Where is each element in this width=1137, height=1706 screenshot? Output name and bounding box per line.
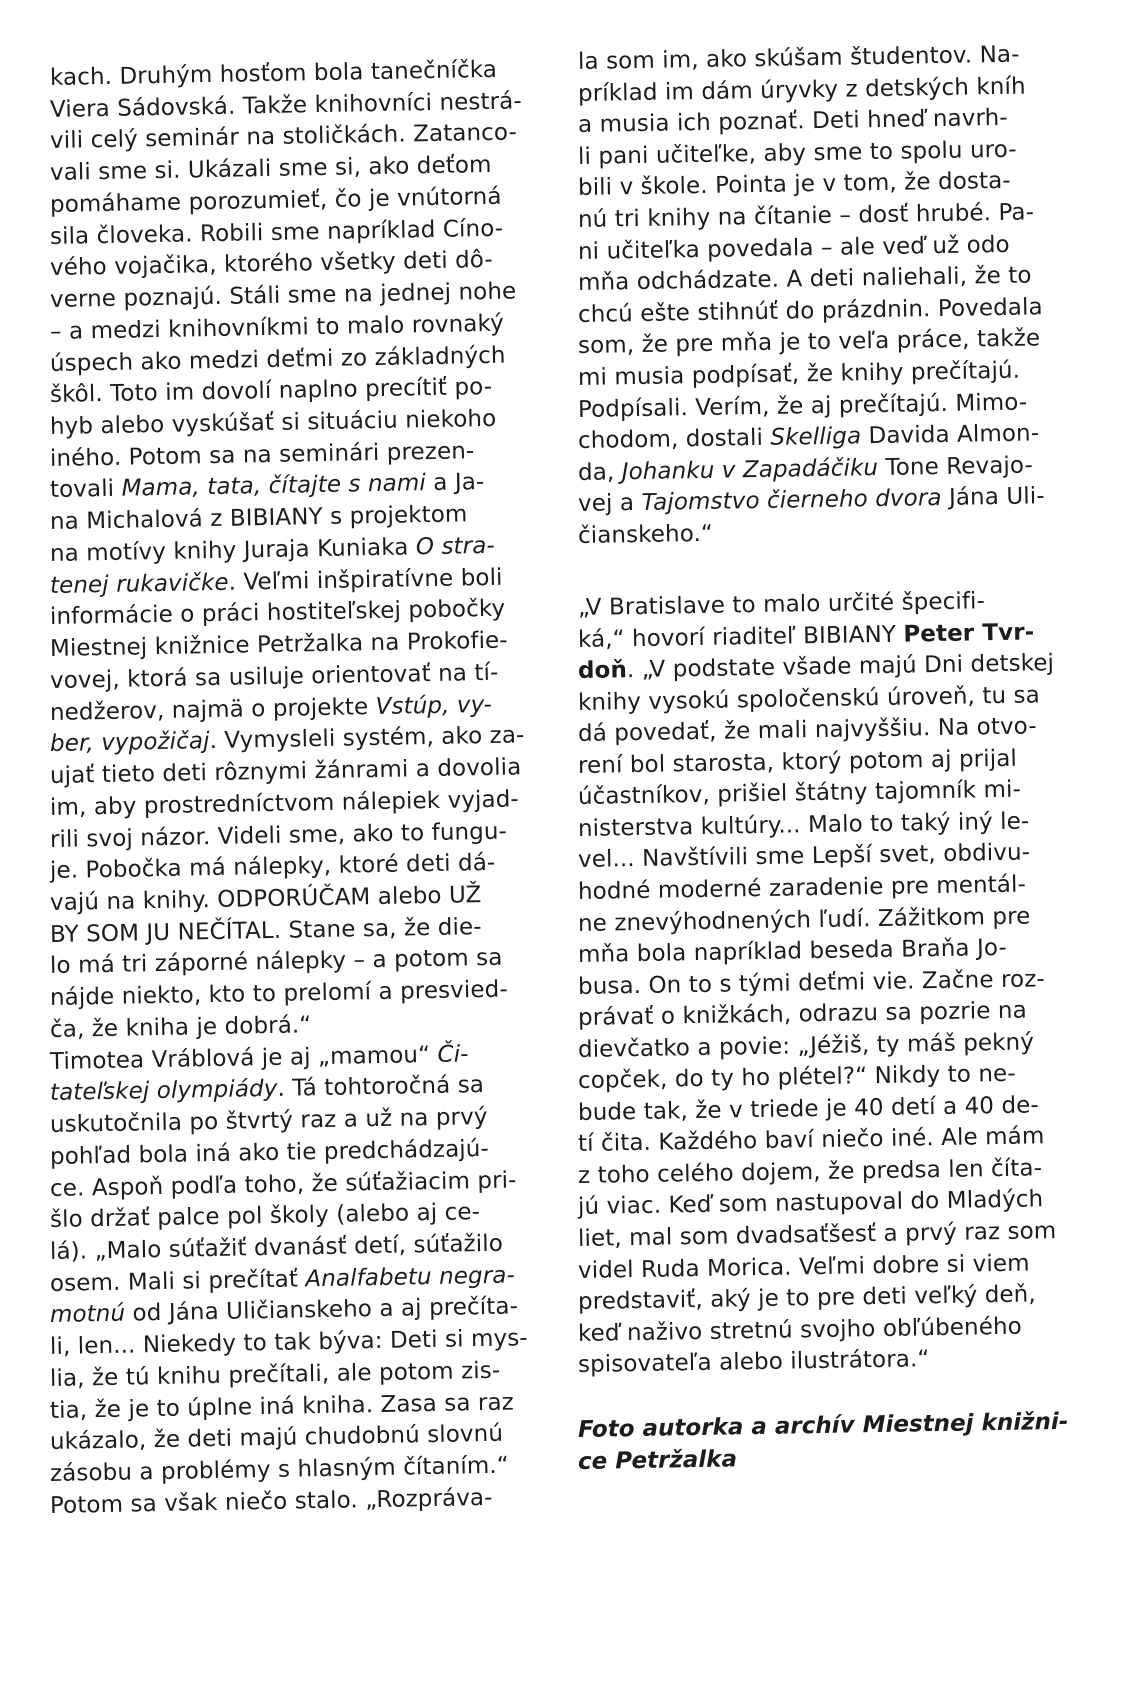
text-run: ká,“ hovorí riaditeľ BIBIANY <box>577 621 904 653</box>
body-text-line: ce. Aspoň podľa toho, že súťažiacim pri- <box>49 1167 517 1202</box>
body-text-line: BY SOM JU NEČÍTAL. Stane sa, že die- <box>49 914 482 948</box>
body-text-line: lo má tri záporné nálepky – a potom sa <box>49 944 503 979</box>
text-run: nedžerov, najmä o projekte <box>49 694 376 726</box>
body-text-line: tí čita. Každého baví niečo iné. Ale mám <box>577 1123 1045 1157</box>
body-text-line <box>578 482 1045 518</box>
body-text-line: predstaviť, aký je to pre deti veľký deň, <box>577 1281 1036 1315</box>
text-run: Timotea Vráblová je aj „mamou“ <box>49 1041 438 1075</box>
body-text-line: je. Pobočka má nálepky, ktoré deti dá- <box>49 849 496 884</box>
text-run: . Veľmi inšpiratívne boli <box>228 564 503 596</box>
body-text-line: dá povedať, že mali najvyššiu. Na otvo- <box>577 713 1037 747</box>
body-text-line: som, že pre mňa je to veľa práce, takže <box>577 325 1041 359</box>
body-text-line: knihy vysokú spoločenskú úroveň, tu sa <box>577 682 1041 716</box>
text-run: osem. Mali si prečítať <box>49 1266 306 1297</box>
body-text-line <box>50 564 503 600</box>
body-text-line <box>50 1292 519 1329</box>
italic-title: Analfabetu negra- <box>305 1262 516 1293</box>
body-text-line <box>50 721 525 758</box>
body-text-line: vili celý seminár na stoličkách. Zatanco- <box>49 119 518 154</box>
bold-name: doň <box>577 657 628 684</box>
body-text-line: nisterstva kultúry... Malo to taký iný le- <box>577 808 1030 842</box>
body-text-line: busa. On to s tými deťmi vie. Začne roz- <box>577 966 1046 1000</box>
body-text-line <box>50 532 495 568</box>
body-text-line: zásobu a problémy s hlasným čítaním.“ <box>49 1452 510 1487</box>
body-text-line: ni učiteľka povedala – ale veď už odo <box>577 231 1010 265</box>
body-text-line: nájde niekto, kto to prelomí a presvied- <box>49 976 508 1011</box>
text-run: Jána Uli- <box>941 483 1045 511</box>
body-text-line: hyb alebo vyskúšať si situáciu niekoho <box>49 405 497 440</box>
body-text-line: – a medzi knihovníkmi to malo rovnaký <box>49 310 505 345</box>
body-text-line: mňa bola napríklad beseda Braňa Jo- <box>577 934 1008 968</box>
body-text-line: ujať tieto deti rôznymi žánrami a dovolia <box>49 754 522 789</box>
italic-title: motnú <box>49 1300 126 1328</box>
body-text-line: lá). „Malo súťažiť dvanásť detí, súťažilo <box>49 1230 504 1265</box>
body-text-line: li, len... Niekedy to tak býva: Deti si mys- <box>49 1325 528 1360</box>
body-text-line: uskutočnila po štvrtý raz a už na prvý <box>49 1103 488 1138</box>
body-text-line: dievčatko a povie: „Jéžiš, ty máš pekný <box>577 1029 1035 1063</box>
body-text-line: sila človeka. Robili sme napríklad Cíno- <box>49 215 504 250</box>
body-text-line: bili v škole. Pointa je v tom, že dosta- <box>577 167 1011 201</box>
body-text-line: pohľad bola iná ako tie predchádzajú- <box>49 1135 490 1170</box>
body-text-line: li pani učiteľke, aby sme to spolu uro- <box>577 136 1017 170</box>
photo-credit-line: ce Petržalka <box>577 1446 738 1475</box>
body-text-line: mi musia podpísať, že knihy prečítajú. <box>577 357 1021 391</box>
body-text-line <box>578 419 1040 455</box>
body-text-line: rili svoj názor. Videli sme, ako to fungu- <box>49 818 508 853</box>
body-text-line: jú viac. Keď som nastupoval do Mladých <box>577 1186 1044 1220</box>
text-run: chodom, dostali <box>577 424 771 454</box>
body-text-line: pomáhame porozumieť, čo je vnútorná <box>49 183 502 218</box>
italic-title: Tajomstvo čierneho dvora <box>641 484 942 516</box>
body-text-line: Miestnej knižnice Petržalka na Prokofie- <box>49 627 508 662</box>
body-text-line: chcú ešte stihnúť do prázdnin. Povedala <box>577 294 1043 328</box>
italic-title: Johanku v Zapadáčiku <box>621 455 879 486</box>
body-text-line: Podpísali. Verím, že aj prečítajú. Mimo- <box>577 389 1028 423</box>
text-run: Davida Almon- <box>860 420 1040 450</box>
italic-title: tateľskej olympiády <box>49 1075 278 1106</box>
body-text-line: škôl. Toto im dovolí naplno precítiť po- <box>49 373 493 408</box>
text-run: . „V podstate všade majú Dni detskej <box>626 650 1055 684</box>
body-text-line <box>50 468 485 504</box>
body-text-line: verne poznajú. Stáli sme na jednej nohe <box>49 278 517 313</box>
text-run: . Vymysleli systém, ako za- <box>209 722 525 755</box>
body-text-line: videl Ruda Morica. Veľmi dobre si viem <box>577 1250 1030 1284</box>
text-run: vej a <box>577 489 642 517</box>
italic-title: Skelliga <box>770 423 862 451</box>
body-text-line <box>578 618 1035 654</box>
italic-title: Či- <box>437 1041 469 1068</box>
body-text-line: čianskeho.“ <box>577 520 714 549</box>
body-text-line: šlo držať palce pol školy (alebo aj ce- <box>49 1199 481 1233</box>
photo-credit-line: Foto autorka a archív Miestnej knižni- <box>577 1408 1069 1443</box>
body-text-line: príklad im dám úryvky z detských kníh <box>577 73 1026 107</box>
bold-name: Peter Tvr- <box>903 619 1035 648</box>
body-text-line: na Michalová z BIBIANY s projektom <box>49 501 468 535</box>
body-text-line: mňa odchádzate. A deti naliehali, že to <box>577 262 1032 296</box>
body-text-line: vel... Navštívili sme Lepší svet, obdivu- <box>577 839 1031 873</box>
body-text-line: úspech ako medzi deťmi zo základných <box>49 342 506 377</box>
text-run: tovali <box>49 475 122 503</box>
body-text-line: informácie o práci hostiteľskej pobočky <box>49 595 506 630</box>
text-run: na motívy knihy Juraja Kuniaka <box>49 534 417 567</box>
text-run: da, <box>577 459 622 486</box>
italic-title: O stra- <box>415 532 496 561</box>
text-run: . Tá tohtoročná sa <box>277 1072 485 1102</box>
body-text-line: právať o knižkách, odrazu sa pozrie na <box>577 997 1028 1031</box>
body-text-line: z toho celého dojem, že predsa len číta- <box>577 1155 1043 1189</box>
body-text-line: vajú na knihy. ODPORÚČAM alebo UŽ <box>49 882 482 916</box>
italic-title: Vstúp, vy- <box>375 691 493 721</box>
body-text-line: vého vojačika, ktorého všetky deti dô- <box>49 246 494 281</box>
body-text-line <box>50 1261 515 1298</box>
body-text-line: vovej, ktorá sa usiluje orientovať na tí- <box>49 659 499 694</box>
italic-title: Mama, tata, čítajte s nami <box>121 470 427 502</box>
body-text-line: keď naživo stretnú svojho obľúbeného <box>577 1313 1023 1347</box>
body-text-line <box>578 451 1033 487</box>
body-text-line <box>50 1040 469 1076</box>
body-text-line: copček, do ty ho plétel?“ Nikdy to ne- <box>577 1060 1016 1094</box>
body-text-line: im, aby prostredníctvom nálepiek vyjad- <box>49 786 520 821</box>
body-text-line: la som im, ako skúšam študentov. Na- <box>577 41 1020 75</box>
body-text-line: spisovateľa alebo ilustrátora.“ <box>577 1346 930 1378</box>
body-text-line: a musia ich poznať. Deti hneď navrh- <box>577 104 1008 138</box>
body-text-line: iného. Potom sa na seminári prezen- <box>49 438 475 472</box>
text-run: od Jána Uličianskeho a aj prečíta- <box>124 1293 519 1327</box>
body-text-line: „V Bratislave to malo určité špecifi- <box>577 588 986 621</box>
body-text-line: účastníkov, prišiel štátny tajomník mi- <box>577 776 1022 810</box>
body-text-line: rení bol starosta, ktorý potom aj prijal <box>577 745 1018 779</box>
body-text-line: ukázalo, že deti majú chudobnú slovnú <box>49 1420 504 1455</box>
body-text-line: kach. Druhým hosťom bola tanečníčka <box>49 56 498 91</box>
body-text-line: ne znevýhodnených ľudí. Zážitkom pre <box>577 903 1031 937</box>
body-text-line: Viera Sádovská. Takže knihovníci nestrá- <box>49 88 523 123</box>
body-text-line: Potom sa však niečo stalo. „Rozpráva- <box>49 1484 493 1519</box>
body-text-line: bude tak, že v triede je 40 detí a 40 de- <box>577 1092 1040 1126</box>
body-text-line <box>578 649 1054 685</box>
italic-title: ber, vypožičaj <box>49 728 210 757</box>
body-text-line: ča, že kniha je dobrá.“ <box>49 1012 312 1043</box>
body-text-line: nú tri knihy na čítanie – dosť hrubé. Pa- <box>577 199 1035 233</box>
text-run: a Ja- <box>425 469 485 497</box>
body-text-line: tia, že je to úplne iná kniha. Zasa sa raz <box>49 1389 515 1424</box>
body-text-line: vali sme si. Ukázali sme si, ako deťom <box>49 151 492 186</box>
body-text-line: lia, že tú knihu prečítali, ale potom zis- <box>49 1357 501 1392</box>
body-text-line <box>50 1071 485 1107</box>
italic-title: tenej rukavičke <box>49 569 229 599</box>
body-text-line: liet, mal som dvadsaťšesť a prvý raz som <box>577 1218 1057 1252</box>
body-text-line: hodné moderné zaradenie pre mentál- <box>577 871 1027 905</box>
text-run: Tone Revajo- <box>877 452 1034 482</box>
body-text-line <box>50 691 492 727</box>
